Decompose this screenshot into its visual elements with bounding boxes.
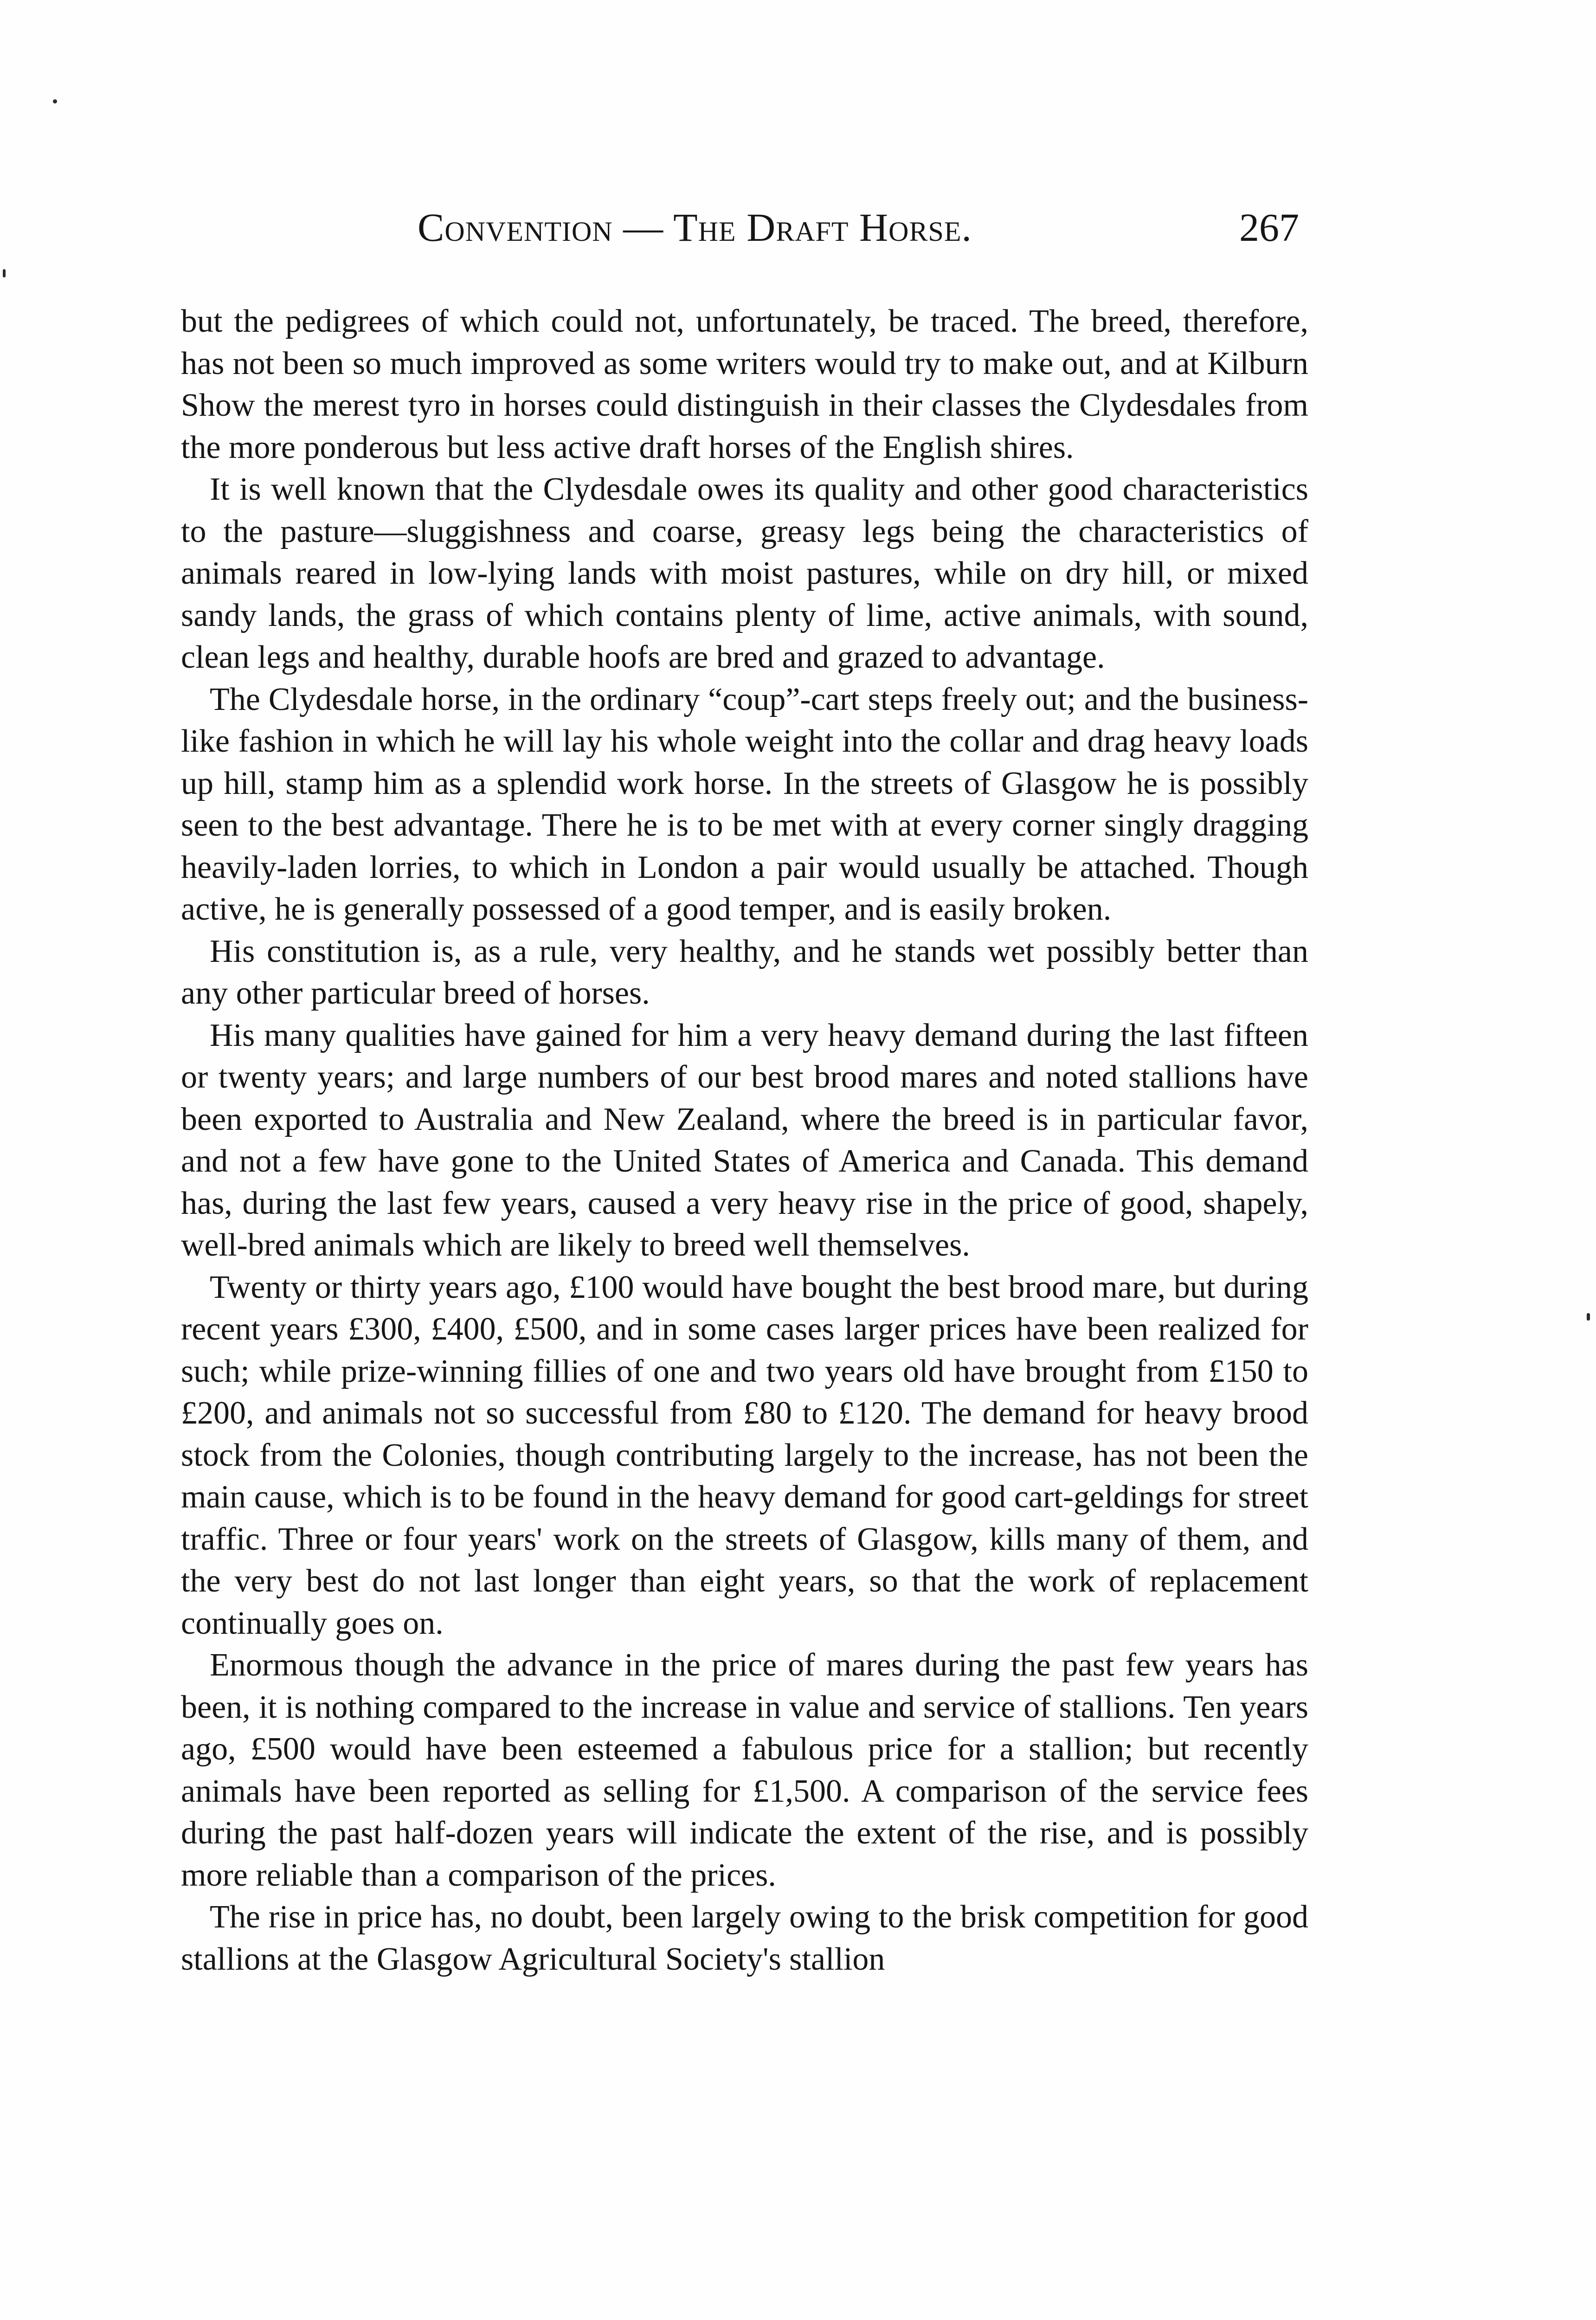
paragraph-5: His many qualities have gained for him a very heavy demand during the last fifteen or twenty years; and large numbers of our best brood mares and noted stallions have been exported to Australia and New Zealand, where the breed is in particular favor, and not a few have gone to the United States of America and Canada. This demand has, during the last few years, caused a very heavy rise in the price of good, shapely, well-bred animals which are likely to breed well themselves. xyxy=(181,1017,1308,1263)
paragraph-1: but the pedigrees of which could not, unfortunately, be traced. The breed, therefore, has not been so much improved as some writers would try to make out, and at Kilburn Show the merest tyro in horses could distinguish in their classes the Clydesdales from the more ponderous but less active draft horses of the English shires. xyxy=(181,303,1308,465)
paragraph-8: The rise in price has, no doubt, been largely owing to the brisk competition for good stallions at the Glasgow Agricultural Society's stallion xyxy=(181,1899,1308,1977)
running-head xyxy=(418,204,1299,260)
ink-speck-mark xyxy=(53,99,57,103)
page-number: 267 xyxy=(1239,205,1299,250)
running-head-title: Convention — The Draft Horse. xyxy=(418,205,972,250)
paragraph-7: Enormous though the advance in the price of mares during the past few years has been, it is nothing compared to the increase in value and service of stallions. Ten years ago, £500 would have been esteemed a fabulous price for a stallion; but recently animals have been reported as selling for £1,500. A comparison of the service fees during the past half-dozen years will indicate the extent of the rise, and is possibly more reliable than a comparison of the prices. xyxy=(181,1647,1308,1893)
paragraph-2: It is well known that the Clydesdale owes its quality and other good characteristics to the pasture—sluggishness and coarse, greasy legs being the characteristics of animals reared in low-lying lands with moist pastures, while on dry hill, or mixed sandy lands, the grass of which contains plenty of lime, active animals, with sound, clean legs and healthy, durable hoofs are bred and grazed to advantage. xyxy=(181,471,1308,675)
paragraph-3: The Clydesdale horse, in the ordinary “coup”-cart steps freely out; and the business-like fashion in which he will lay his whole weight into the collar and drag heavy loads up hill, stamp him as a splendid work horse. In the streets of Glasgow he is possibly seen to the best advantage. There he is to be met with at every corner singly dragging heavily-laden lorries, to which in London a pair would usually be attached. Though active, he is generally possessed of a good temper, and is easily broken. xyxy=(181,681,1308,927)
ink-speck-mark xyxy=(1587,1313,1590,1321)
paragraph-6: Twenty or thirty years ago, £100 would have bought the best brood mare, but during recent years £300, £400, £500, and in some cases larger prices have been realized for such; while prize-winning fillies of one and two years old have brought from £150 to £200, and animals not so successful from £80 to £120. The demand for heavy brood stock from the Colonies, though contributing largely to the increase, has not been the main cause, which is to be found in the heavy demand for good cart-geldings for street traffic. Three or four years' work on the streets of Glasgow, kills many of them, and the very best do not last longer than eight years, so that the work of replacement continually goes on. xyxy=(181,1269,1308,1641)
body-text xyxy=(181,301,1308,1980)
ink-speck-mark xyxy=(3,269,6,277)
paragraph-4: His constitution is, as a rule, very healthy, and he stands wet possibly better than any other particular breed of horses. xyxy=(181,933,1308,1011)
